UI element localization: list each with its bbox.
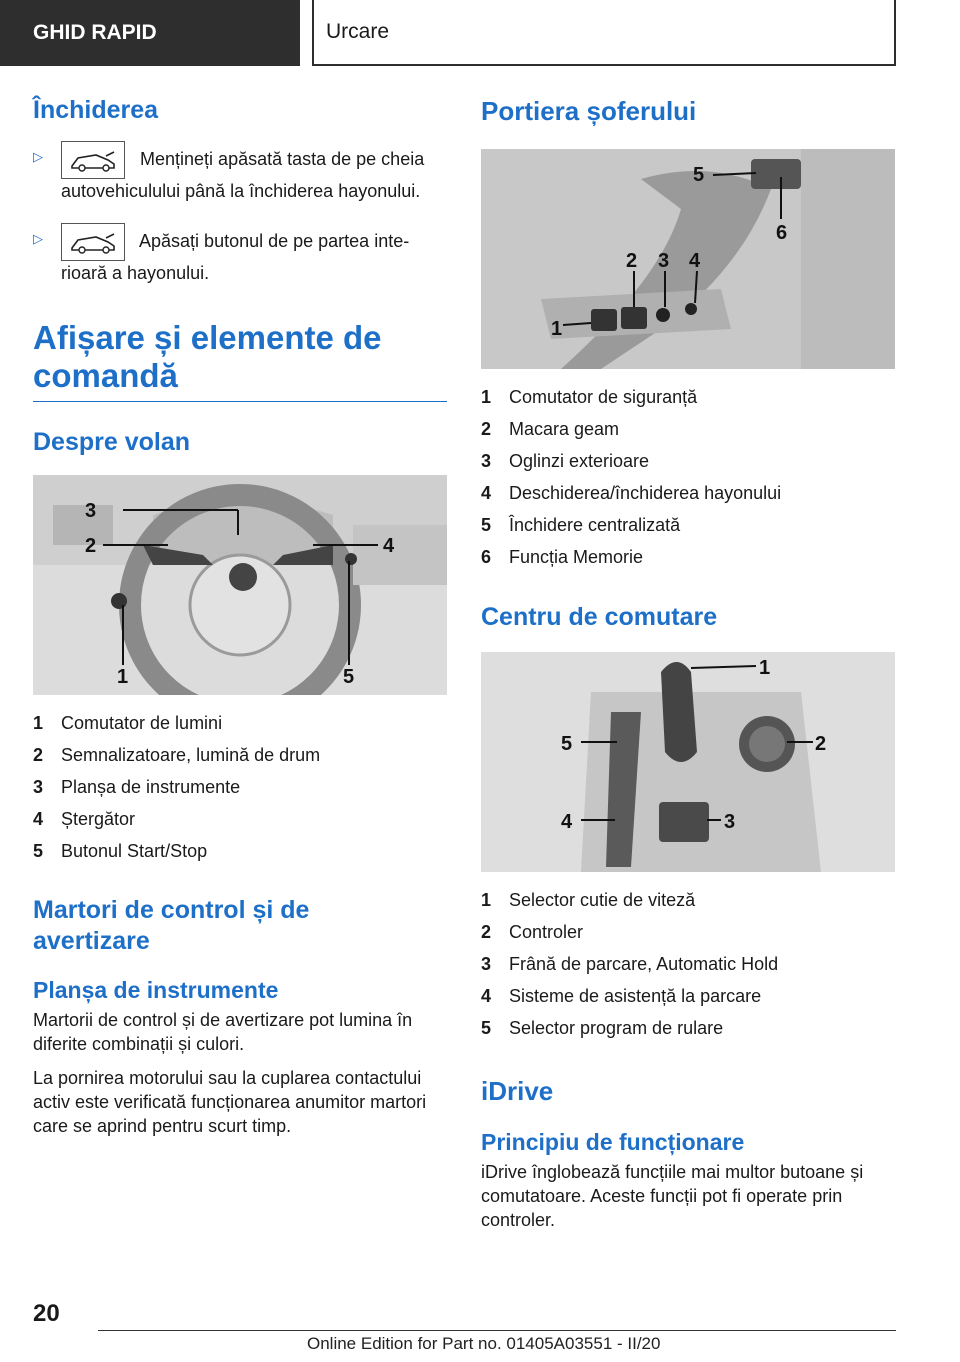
section-divider: [33, 401, 447, 402]
idrive-paragraph: iDrive înglobează funcțiile mai multor butoane și comutatoare. Aceste funcții pot fi operate prin controler.: [481, 1162, 864, 1230]
closing-step-2-text: Apăsați butonul de pe partea inte‐rioară a hayonului.: [61, 230, 410, 283]
door-legend: [481, 381, 895, 573]
footer-divider: [98, 1330, 896, 1331]
console-legend: [481, 884, 895, 1044]
closing-step-2: [33, 223, 447, 285]
console-callout-1: 1: [759, 657, 771, 679]
car-tailgate-icon: [61, 223, 125, 261]
closing-step-1-text: Mențineți apăsată tasta de pe cheia autovehiculului până la închiderea hayonului.: [61, 148, 425, 201]
door-callout-4: 4: [689, 250, 701, 272]
list-item: 3 Oglinzi exterioare: [481, 451, 650, 471]
list-item: 5 Închidere centralizată: [481, 515, 681, 535]
list-item: 2 Macara geam: [481, 419, 620, 439]
triangle-right-icon: ▷: [33, 231, 43, 246]
list-item: 2 Controler: [481, 922, 584, 942]
door-callout-3: 3: [658, 250, 670, 272]
driver-door-illustration: [481, 149, 895, 369]
steering-wheel-illustration: [33, 475, 447, 695]
console-callout-3: 3: [724, 811, 736, 833]
console-callout-5: 5: [561, 733, 573, 755]
warning-paragraph-1: Martorii de control și de avertizare pot lumina în diferite combinații și culori.: [33, 1010, 413, 1054]
cluster-title: Planșa de instrumente: [33, 977, 279, 1003]
steering-legend: [33, 707, 447, 867]
door-callout-1: 1: [551, 318, 563, 340]
list-item: 4 Deschiderea/închiderea hayonului: [481, 483, 782, 503]
list-item: 1 Comutator de siguranță: [481, 387, 698, 407]
right-column: [481, 96, 895, 1232]
closing-step-1: [33, 141, 447, 203]
principle-title: Principiu de funcționare: [481, 1129, 745, 1155]
list-item: 3 Planșa de instrumente: [33, 777, 241, 797]
list-item: 5 Butonul Start/Stop: [33, 841, 208, 861]
console-callout-2: 2: [815, 733, 827, 755]
center-console-illustration: [481, 652, 895, 872]
door-callout-5: 5: [693, 164, 705, 186]
list-item: 5 Selector program de rulare: [481, 1018, 724, 1038]
door-callout-2: 2: [626, 250, 638, 272]
console-callout-4: 4: [561, 811, 573, 833]
steering-callout-3: 3: [85, 500, 97, 522]
warning-paragraph-2: La pornirea motorului sau la cuplarea contactului activ este verificată funcționarea anumitor martori care se aprind pentru scurt timp.: [33, 1068, 427, 1136]
list-item: 4 Sisteme de asistență la parcare: [481, 986, 762, 1006]
console-title: Centru de comutare: [481, 603, 718, 631]
steering-callout-4: 4: [383, 535, 395, 557]
list-item: 1 Comutator de lumini: [33, 713, 223, 733]
list-item: 6 Funcția Memorie: [481, 547, 644, 567]
car-tailgate-icon: [61, 141, 125, 179]
door-callout-6: 6: [776, 222, 788, 244]
list-item: 2 Semnalizatoare, lumină de drum: [33, 745, 321, 765]
triangle-right-icon: ▷: [33, 149, 43, 164]
steering-title: Despre volan: [33, 428, 191, 456]
closing-title: Închiderea: [33, 96, 159, 124]
idrive-title: iDrive: [481, 1076, 554, 1106]
display-title: Afișare și elemente de comandă: [33, 319, 382, 394]
left-column: [33, 96, 447, 1138]
steering-callout-5: 5: [343, 666, 355, 688]
section-tab: GHID RAPID: [0, 0, 300, 66]
steering-callout-2: 2: [85, 535, 97, 557]
list-item: 4 Ștergător: [33, 809, 136, 829]
page-number: 20: [33, 1300, 60, 1327]
chapter-tab: Urcare: [312, 0, 896, 66]
warning-title: Martori de control și de avertizare: [33, 896, 310, 955]
list-item: 3 Frână de parcare, Automatic Hold: [481, 954, 779, 974]
list-item: 1 Selector cutie de viteză: [481, 890, 696, 910]
steering-callout-1: 1: [117, 666, 129, 688]
door-title: Portiera șoferului: [481, 96, 697, 126]
edition-footer: Online Edition for Part no. 01405A03551 - II/20: [307, 1334, 661, 1353]
